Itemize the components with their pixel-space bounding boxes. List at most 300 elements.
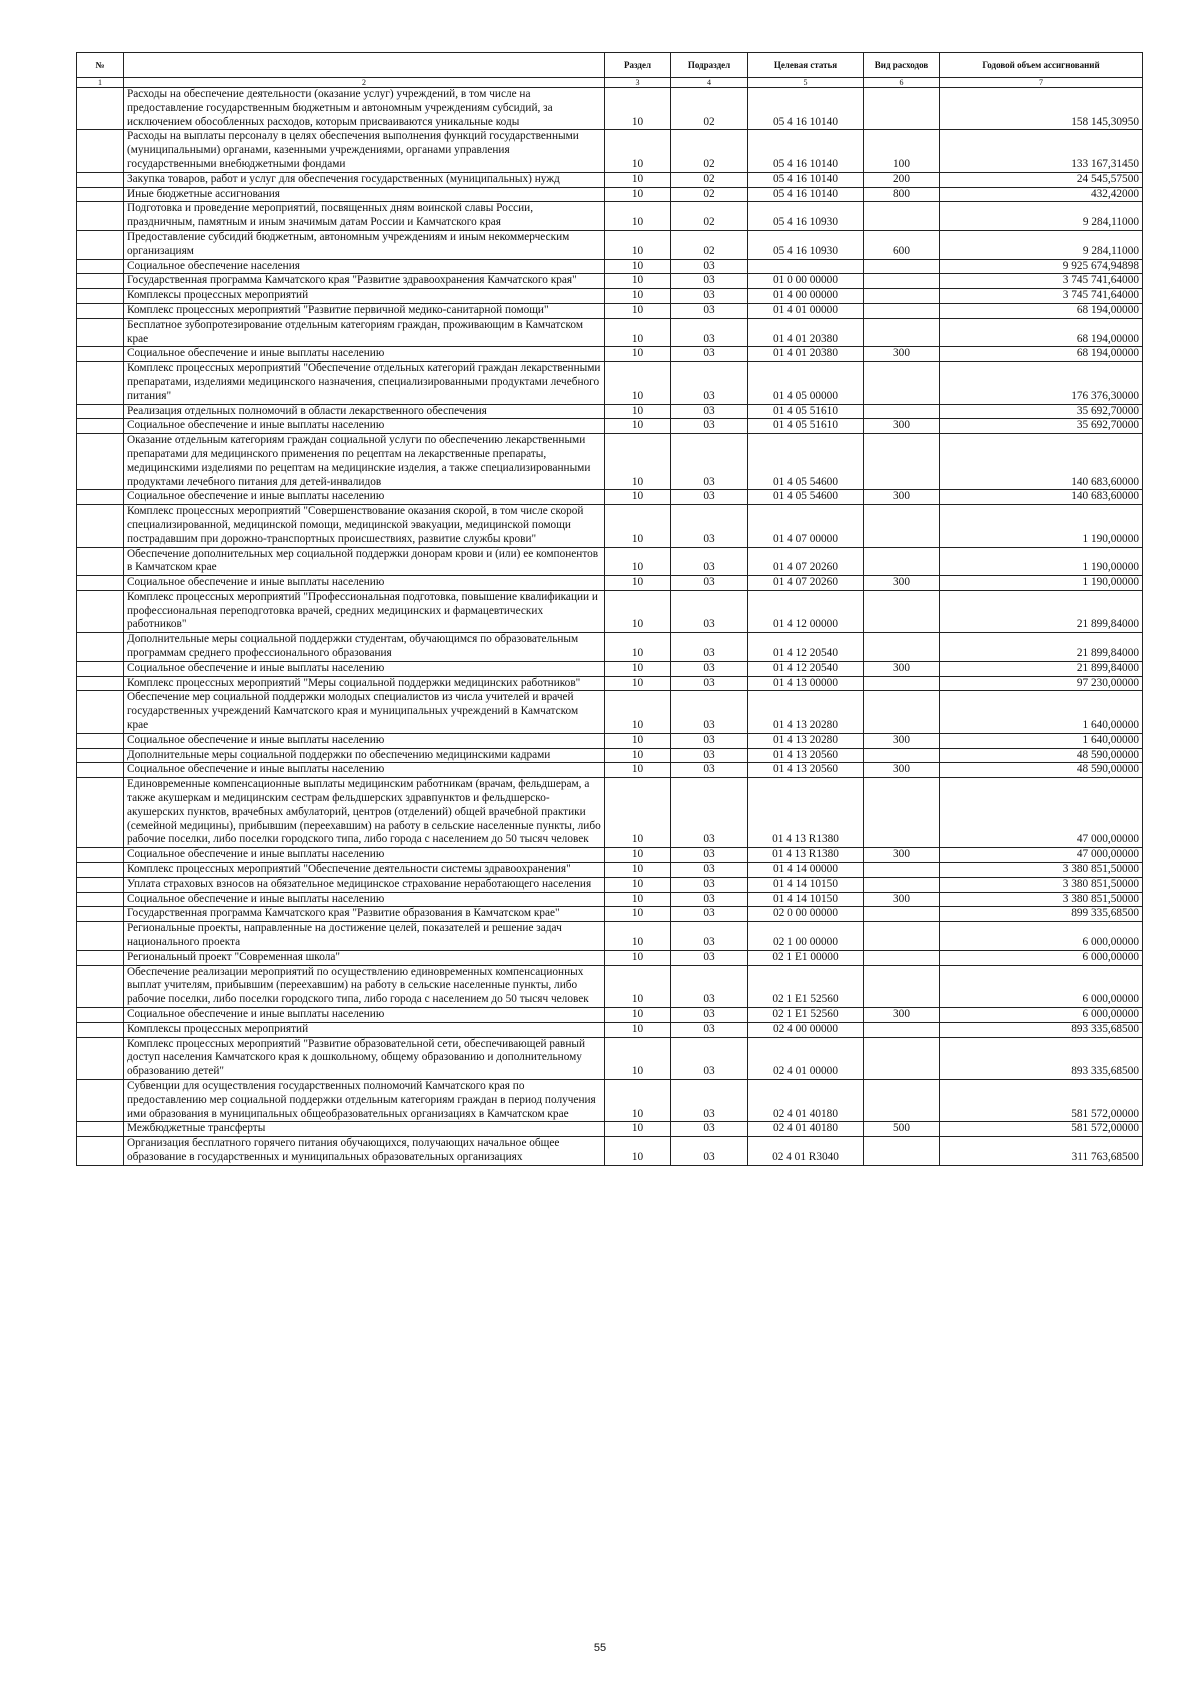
row-podrazdel-cell: 03 (671, 1122, 748, 1137)
row-name-cell: Единовременные компенсационные выплаты медицинским работникам (врачам, фельдшерам, а также акушеркам и медицинским сестрам фельдшерских здравпунктов и фельдшерско-акушерских пунктов, врачебных амбулаторий, центров (отделений) общей врачебной практики (семейной медицины), прибывшим (переехавшим) на работу в сельские населенные пункты, либо рабочие поселки, либо поселки городского типа, либо города с населением до 50 тысяч человек (124, 778, 605, 848)
row-number-cell (77, 1122, 124, 1137)
row-amount-cell: 68 194,00000 (940, 318, 1143, 347)
table-row (77, 202, 1143, 231)
row-name-cell: Комплекс процессных мероприятий "Развитие первичной медико-санитарной помощи" (124, 303, 605, 318)
table-row (77, 763, 1143, 778)
row-vid-cell (864, 362, 940, 404)
row-amount-cell: 158 145,30950 (940, 88, 1143, 130)
table-row (77, 172, 1143, 187)
row-amount-cell: 9 284,11000 (940, 230, 1143, 259)
row-vid-cell: 800 (864, 187, 940, 202)
row-amount-cell: 893 335,68500 (940, 1022, 1143, 1037)
row-celevaya-cell (748, 259, 864, 274)
table-row (77, 576, 1143, 591)
row-amount-cell: 140 683,60000 (940, 434, 1143, 490)
row-vid-cell (864, 318, 940, 347)
row-amount-cell: 432,42000 (940, 187, 1143, 202)
row-name-cell: Региональный проект "Современная школа" (124, 950, 605, 965)
row-razdel-cell: 10 (605, 202, 671, 231)
row-razdel-cell: 10 (605, 922, 671, 951)
row-vid-cell (864, 505, 940, 547)
row-celevaya-cell: 01 4 00 00000 (748, 289, 864, 304)
row-vid-cell (864, 88, 940, 130)
table-row (77, 748, 1143, 763)
table-row (77, 362, 1143, 404)
row-podrazdel-cell: 03 (671, 419, 748, 434)
header-number: № (77, 53, 124, 78)
row-podrazdel-cell: 03 (671, 547, 748, 576)
row-number-cell (77, 187, 124, 202)
row-name-cell: Предоставление субсидий бюджетным, автономным учреждениям и иным некоммерческим организациям (124, 230, 605, 259)
row-celevaya-cell: 01 4 01 20380 (748, 318, 864, 347)
row-razdel-cell: 10 (605, 1122, 671, 1137)
table-row (77, 733, 1143, 748)
row-vid-cell: 300 (864, 763, 940, 778)
row-amount-cell: 68 194,00000 (940, 347, 1143, 362)
row-vid-cell (864, 676, 940, 691)
table-row (77, 877, 1143, 892)
row-celevaya-cell: 01 4 05 51610 (748, 419, 864, 434)
row-podrazdel-cell: 03 (671, 362, 748, 404)
table-row (77, 1008, 1143, 1023)
row-name-cell: Комплекс процессных мероприятий "Совершенствование оказания скорой, в том числе скорой специализированной, медицинской помощи, медицинской эвакуации, медицинской помощи пострадавшим при дорожно-транспортных происшествиях, развитие службы крови" (124, 505, 605, 547)
header-razdel: Раздел (605, 53, 671, 78)
row-number-cell (77, 907, 124, 922)
row-podrazdel-cell: 03 (671, 590, 748, 632)
row-razdel-cell: 10 (605, 130, 671, 172)
row-name-cell: Социальное обеспечение и иные выплаты населению (124, 763, 605, 778)
row-vid-cell (864, 1079, 940, 1121)
row-number-cell (77, 863, 124, 878)
row-celevaya-cell: 01 4 13 R1380 (748, 778, 864, 848)
row-number-cell (77, 419, 124, 434)
row-name-cell: Социальное обеспечение и иные выплаты населению (124, 347, 605, 362)
row-number-cell (77, 778, 124, 848)
row-podrazdel-cell: 03 (671, 1079, 748, 1121)
table-row (77, 404, 1143, 419)
row-podrazdel-cell: 03 (671, 848, 748, 863)
row-vid-cell: 300 (864, 892, 940, 907)
row-amount-cell: 133 167,31450 (940, 130, 1143, 172)
row-number-cell (77, 892, 124, 907)
row-number-cell (77, 172, 124, 187)
row-name-cell: Государственная программа Камчатского края "Развитие здравоохранения Камчатского края" (124, 274, 605, 289)
row-amount-cell: 6 000,00000 (940, 922, 1143, 951)
column-number: 4 (671, 78, 748, 88)
row-number-cell (77, 691, 124, 733)
row-name-cell: Комплекс процессных мероприятий "Развитие образовательной сети, обеспечивающей равный доступ населения Камчатского края к дошкольному, общему образованию и дополнительному образованию детей" (124, 1037, 605, 1079)
row-amount-cell: 3 380 851,50000 (940, 877, 1143, 892)
row-number-cell (77, 1079, 124, 1121)
row-celevaya-cell: 01 4 13 R1380 (748, 848, 864, 863)
row-celevaya-cell: 01 4 07 20260 (748, 547, 864, 576)
row-vid-cell (864, 289, 940, 304)
row-name-cell: Социальное обеспечение и иные выплаты населению (124, 892, 605, 907)
table-row (77, 274, 1143, 289)
row-razdel-cell: 10 (605, 259, 671, 274)
row-number-cell (77, 576, 124, 591)
row-podrazdel-cell: 03 (671, 877, 748, 892)
row-razdel-cell: 10 (605, 733, 671, 748)
row-celevaya-cell: 01 4 12 20540 (748, 633, 864, 662)
row-name-cell: Социальное обеспечение и иные выплаты населению (124, 419, 605, 434)
row-podrazdel-cell: 03 (671, 576, 748, 591)
row-celevaya-cell: 01 4 05 51610 (748, 404, 864, 419)
row-razdel-cell: 10 (605, 1037, 671, 1079)
row-amount-cell: 24 545,57500 (940, 172, 1143, 187)
header-godovoy-obem: Годовой объем ассигнований (940, 53, 1143, 78)
row-celevaya-cell: 02 1 E1 52560 (748, 1008, 864, 1023)
row-number-cell (77, 763, 124, 778)
row-number-cell (77, 505, 124, 547)
row-podrazdel-cell: 02 (671, 230, 748, 259)
table-row (77, 187, 1143, 202)
row-celevaya-cell: 05 4 16 10140 (748, 130, 864, 172)
row-celevaya-cell: 05 4 16 10140 (748, 187, 864, 202)
table-row (77, 289, 1143, 304)
row-razdel-cell: 10 (605, 362, 671, 404)
row-razdel-cell: 10 (605, 633, 671, 662)
table-row (77, 434, 1143, 490)
header-celevaya-statya: Целевая статья (748, 53, 864, 78)
row-amount-cell: 21 899,84000 (940, 661, 1143, 676)
row-name-cell: Уплата страховых взносов на обязательное медицинское страхование неработающего населения (124, 877, 605, 892)
row-name-cell: Закупка товаров, работ и услуг для обеспечения государственных (муниципальных) нужд (124, 172, 605, 187)
row-razdel-cell: 10 (605, 907, 671, 922)
row-podrazdel-cell: 03 (671, 1022, 748, 1037)
table-row (77, 922, 1143, 951)
row-vid-cell (864, 863, 940, 878)
row-vid-cell (864, 950, 940, 965)
row-number-cell (77, 848, 124, 863)
row-number-cell (77, 877, 124, 892)
row-vid-cell: 300 (864, 576, 940, 591)
row-podrazdel-cell: 03 (671, 1037, 748, 1079)
row-name-cell: Социальное обеспечение и иные выплаты населению (124, 576, 605, 591)
row-number-cell (77, 733, 124, 748)
row-amount-cell: 581 572,00000 (940, 1079, 1143, 1121)
row-amount-cell: 48 590,00000 (940, 748, 1143, 763)
row-celevaya-cell: 01 4 13 20560 (748, 748, 864, 763)
row-name-cell: Социальное обеспечение и иные выплаты населению (124, 848, 605, 863)
row-number-cell (77, 303, 124, 318)
row-amount-cell: 311 763,68500 (940, 1137, 1143, 1166)
row-vid-cell (864, 1137, 940, 1166)
table-body (77, 88, 1143, 1166)
row-amount-cell: 3 380 851,50000 (940, 863, 1143, 878)
column-number: 3 (605, 78, 671, 88)
row-razdel-cell: 10 (605, 187, 671, 202)
row-amount-cell: 21 899,84000 (940, 590, 1143, 632)
row-amount-cell: 6 000,00000 (940, 950, 1143, 965)
row-razdel-cell: 10 (605, 490, 671, 505)
row-vid-cell (864, 1037, 940, 1079)
row-number-cell (77, 547, 124, 576)
row-amount-cell: 9 925 674,94898 (940, 259, 1143, 274)
table-row (77, 691, 1143, 733)
table-row (77, 130, 1143, 172)
budget-table (76, 52, 1143, 1166)
row-name-cell: Социальное обеспечение и иные выплаты населению (124, 490, 605, 505)
row-podrazdel-cell: 03 (671, 676, 748, 691)
table-row (77, 590, 1143, 632)
row-podrazdel-cell: 03 (671, 490, 748, 505)
row-name-cell: Социальное обеспечение населения (124, 259, 605, 274)
row-vid-cell (864, 404, 940, 419)
row-number-cell (77, 404, 124, 419)
row-amount-cell: 1 190,00000 (940, 547, 1143, 576)
row-celevaya-cell: 01 4 05 00000 (748, 362, 864, 404)
row-number-cell (77, 1022, 124, 1037)
row-name-cell: Комплексы процессных мероприятий (124, 1022, 605, 1037)
table-row (77, 778, 1143, 848)
header-row (77, 53, 1143, 78)
row-name-cell: Комплексы процессных мероприятий (124, 289, 605, 304)
table-row (77, 1122, 1143, 1137)
row-celevaya-cell: 01 4 13 20280 (748, 733, 864, 748)
column-number: 6 (864, 78, 940, 88)
row-vid-cell (864, 547, 940, 576)
row-razdel-cell: 10 (605, 950, 671, 965)
row-number-cell (77, 88, 124, 130)
row-vid-cell: 200 (864, 172, 940, 187)
row-celevaya-cell: 01 4 14 00000 (748, 863, 864, 878)
row-podrazdel-cell: 03 (671, 274, 748, 289)
table-row (77, 661, 1143, 676)
row-number-cell (77, 318, 124, 347)
row-podrazdel-cell: 03 (671, 404, 748, 419)
row-podrazdel-cell: 02 (671, 172, 748, 187)
row-vid-cell: 300 (864, 490, 940, 505)
row-name-cell: Дополнительные меры социальной поддержки студентам, обучающимся по образовательным программам среднего профессионального образования (124, 633, 605, 662)
header-podrazdel: Подраздел (671, 53, 748, 78)
row-number-cell (77, 230, 124, 259)
row-razdel-cell: 10 (605, 404, 671, 419)
row-name-cell: Комплекс процессных мероприятий "Меры социальной поддержки медицинских работников" (124, 676, 605, 691)
row-vid-cell (864, 691, 940, 733)
row-number-cell (77, 434, 124, 490)
row-name-cell: Расходы на выплаты персоналу в целях обеспечения выполнения функций государственными (муниципальными) органами, казенными учреждениями, органами управления государственными внебюджетными фондами (124, 130, 605, 172)
row-amount-cell: 3 745 741,64000 (940, 274, 1143, 289)
row-name-cell: Реализация отдельных полномочий в области лекарственного обеспечения (124, 404, 605, 419)
table-row (77, 547, 1143, 576)
row-amount-cell: 893 335,68500 (940, 1037, 1143, 1079)
row-razdel-cell: 10 (605, 230, 671, 259)
row-podrazdel-cell: 03 (671, 633, 748, 662)
row-name-cell: Комплекс процессных мероприятий "Обеспечение деятельности системы здравоохранения" (124, 863, 605, 878)
row-number-cell (77, 1037, 124, 1079)
row-razdel-cell: 10 (605, 419, 671, 434)
row-podrazdel-cell: 03 (671, 691, 748, 733)
row-razdel-cell: 10 (605, 318, 671, 347)
row-vid-cell: 300 (864, 419, 940, 434)
column-number: 7 (940, 78, 1143, 88)
row-number-cell (77, 950, 124, 965)
row-celevaya-cell: 05 4 16 10140 (748, 88, 864, 130)
row-number-cell (77, 748, 124, 763)
row-podrazdel-cell: 02 (671, 130, 748, 172)
row-name-cell: Расходы на обеспечение деятельности (оказание услуг) учреждений, в том числе на предоставление государственным бюджетным и автономным учреждениям субсидий, за исключением обособленных расходов, которым присваиваются уникальные коды (124, 88, 605, 130)
row-vid-cell (864, 434, 940, 490)
row-razdel-cell: 10 (605, 691, 671, 733)
row-celevaya-cell: 01 4 13 20560 (748, 763, 864, 778)
row-razdel-cell: 10 (605, 676, 671, 691)
table-row (77, 1022, 1143, 1037)
row-name-cell: Региональные проекты, направленные на достижение целей, показателей и решение задач национального проекта (124, 922, 605, 951)
table-row (77, 303, 1143, 318)
table-row (77, 950, 1143, 965)
row-celevaya-cell: 01 4 07 20260 (748, 576, 864, 591)
row-celevaya-cell: 02 4 01 40180 (748, 1122, 864, 1137)
row-amount-cell: 1 640,00000 (940, 691, 1143, 733)
row-amount-cell: 68 194,00000 (940, 303, 1143, 318)
row-name-cell: Обеспечение реализации мероприятий по осуществлению единовременных компенсационных выплат учителям, прибывшим (переехавшим) на работу в сельские населенные пункты, либо рабочие поселки, либо поселки городского типа, либо города с населением до 50 тысяч человек (124, 965, 605, 1007)
row-razdel-cell: 10 (605, 848, 671, 863)
header-vid-raskhodov: Вид расходов (864, 53, 940, 78)
row-razdel-cell: 10 (605, 965, 671, 1007)
row-number-cell (77, 1137, 124, 1166)
row-razdel-cell: 10 (605, 590, 671, 632)
row-razdel-cell: 10 (605, 172, 671, 187)
row-name-cell: Государственная программа Камчатского края "Развитие образования в Камчатском крае" (124, 907, 605, 922)
row-name-cell: Иные бюджетные ассигнования (124, 187, 605, 202)
table-row (77, 1037, 1143, 1079)
row-amount-cell: 899 335,68500 (940, 907, 1143, 922)
row-number-cell (77, 274, 124, 289)
row-amount-cell: 3 745 741,64000 (940, 289, 1143, 304)
row-amount-cell: 1 190,00000 (940, 576, 1143, 591)
row-name-cell: Социальное обеспечение и иные выплаты населению (124, 1008, 605, 1023)
row-razdel-cell: 10 (605, 576, 671, 591)
row-number-cell (77, 661, 124, 676)
row-podrazdel-cell: 03 (671, 748, 748, 763)
row-name-cell: Межбюджетные трансферты (124, 1122, 605, 1137)
row-celevaya-cell: 02 0 00 00000 (748, 907, 864, 922)
row-vid-cell (864, 274, 940, 289)
table-row (77, 907, 1143, 922)
row-name-cell: Социальное обеспечение и иные выплаты населению (124, 733, 605, 748)
row-vid-cell (864, 590, 940, 632)
row-podrazdel-cell: 03 (671, 892, 748, 907)
column-number: 1 (77, 78, 124, 88)
row-vid-cell (864, 202, 940, 231)
column-number: 2 (124, 78, 605, 88)
row-podrazdel-cell: 03 (671, 922, 748, 951)
row-name-cell: Социальное обеспечение и иные выплаты населению (124, 661, 605, 676)
row-celevaya-cell: 01 4 14 10150 (748, 877, 864, 892)
row-celevaya-cell: 01 4 05 54600 (748, 490, 864, 505)
row-celevaya-cell: 05 4 16 10140 (748, 172, 864, 187)
row-vid-cell (864, 965, 940, 1007)
table-row (77, 259, 1143, 274)
row-name-cell: Оказание отдельным категориям граждан социальной услуги по обеспечению лекарственными препаратами для медицинского применения по рецептам на лекарственные препараты, медицинскими изделиями по рецептам на медицинские изделия, а также специализированными продуктами лечебного питания для детей-инвалидов (124, 434, 605, 490)
column-numbers-row (77, 78, 1143, 88)
table-row (77, 490, 1143, 505)
row-podrazdel-cell: 03 (671, 505, 748, 547)
row-razdel-cell: 10 (605, 1008, 671, 1023)
row-podrazdel-cell: 03 (671, 733, 748, 748)
table-row (77, 863, 1143, 878)
row-razdel-cell: 10 (605, 1079, 671, 1121)
row-celevaya-cell: 02 4 01 00000 (748, 1037, 864, 1079)
row-celevaya-cell: 01 4 12 20540 (748, 661, 864, 676)
row-number-cell (77, 633, 124, 662)
row-razdel-cell: 10 (605, 434, 671, 490)
row-celevaya-cell: 01 0 00 00000 (748, 274, 864, 289)
row-vid-cell (864, 259, 940, 274)
row-podrazdel-cell: 03 (671, 1008, 748, 1023)
row-amount-cell: 97 230,00000 (940, 676, 1143, 691)
row-name-cell: Обеспечение дополнительных мер социальной поддержки донорам крови и (или) ее компонентов в Камчатском крае (124, 547, 605, 576)
page-number: 55 (593, 1642, 607, 1654)
row-number-cell (77, 490, 124, 505)
row-razdel-cell: 10 (605, 274, 671, 289)
row-number-cell (77, 1008, 124, 1023)
document-page (76, 52, 1142, 1166)
row-vid-cell: 300 (864, 1008, 940, 1023)
row-vid-cell (864, 877, 940, 892)
row-razdel-cell: 10 (605, 1022, 671, 1037)
row-celevaya-cell: 01 4 14 10150 (748, 892, 864, 907)
row-razdel-cell: 10 (605, 661, 671, 676)
row-number-cell (77, 347, 124, 362)
row-razdel-cell: 10 (605, 289, 671, 304)
row-number-cell (77, 289, 124, 304)
row-celevaya-cell: 02 1 E1 00000 (748, 950, 864, 965)
row-number-cell (77, 202, 124, 231)
row-celevaya-cell: 02 4 01 40180 (748, 1079, 864, 1121)
row-name-cell: Комплекс процессных мероприятий "Обеспечение отдельных категорий граждан лекарственными препаратами, изделиями медицинского назначения, специализированными продуктами лечебного питания" (124, 362, 605, 404)
row-podrazdel-cell: 02 (671, 202, 748, 231)
row-celevaya-cell: 01 4 05 54600 (748, 434, 864, 490)
row-podrazdel-cell: 03 (671, 347, 748, 362)
row-podrazdel-cell: 02 (671, 187, 748, 202)
row-number-cell (77, 922, 124, 951)
table-row (77, 676, 1143, 691)
row-podrazdel-cell: 03 (671, 259, 748, 274)
row-podrazdel-cell: 03 (671, 950, 748, 965)
row-vid-cell (864, 907, 940, 922)
row-razdel-cell: 10 (605, 778, 671, 848)
table-row (77, 347, 1143, 362)
row-name-cell: Комплекс процессных мероприятий "Профессиональная подготовка, повышение квалификации и профессиональная переподготовка врачей, средних медицинских и фармацевтических работников" (124, 590, 605, 632)
row-amount-cell: 35 692,70000 (940, 419, 1143, 434)
row-razdel-cell: 10 (605, 505, 671, 547)
row-vid-cell (864, 1022, 940, 1037)
row-vid-cell: 300 (864, 733, 940, 748)
table-row (77, 230, 1143, 259)
row-celevaya-cell: 05 4 16 10930 (748, 202, 864, 231)
row-razdel-cell: 10 (605, 303, 671, 318)
row-number-cell (77, 259, 124, 274)
row-amount-cell: 1 190,00000 (940, 505, 1143, 547)
row-podrazdel-cell: 02 (671, 88, 748, 130)
row-name-cell: Дополнительные меры социальной поддержки по обеспечению медицинскими кадрами (124, 748, 605, 763)
header-name (124, 53, 605, 78)
row-celevaya-cell: 01 4 01 00000 (748, 303, 864, 318)
row-podrazdel-cell: 03 (671, 965, 748, 1007)
row-razdel-cell: 10 (605, 892, 671, 907)
row-razdel-cell: 10 (605, 547, 671, 576)
row-podrazdel-cell: 03 (671, 434, 748, 490)
table-row (77, 848, 1143, 863)
row-amount-cell: 581 572,00000 (940, 1122, 1143, 1137)
row-amount-cell: 47 000,00000 (940, 778, 1143, 848)
row-celevaya-cell: 01 4 12 00000 (748, 590, 864, 632)
row-podrazdel-cell: 03 (671, 303, 748, 318)
row-celevaya-cell: 02 1 E1 52560 (748, 965, 864, 1007)
row-celevaya-cell: 02 4 00 00000 (748, 1022, 864, 1037)
